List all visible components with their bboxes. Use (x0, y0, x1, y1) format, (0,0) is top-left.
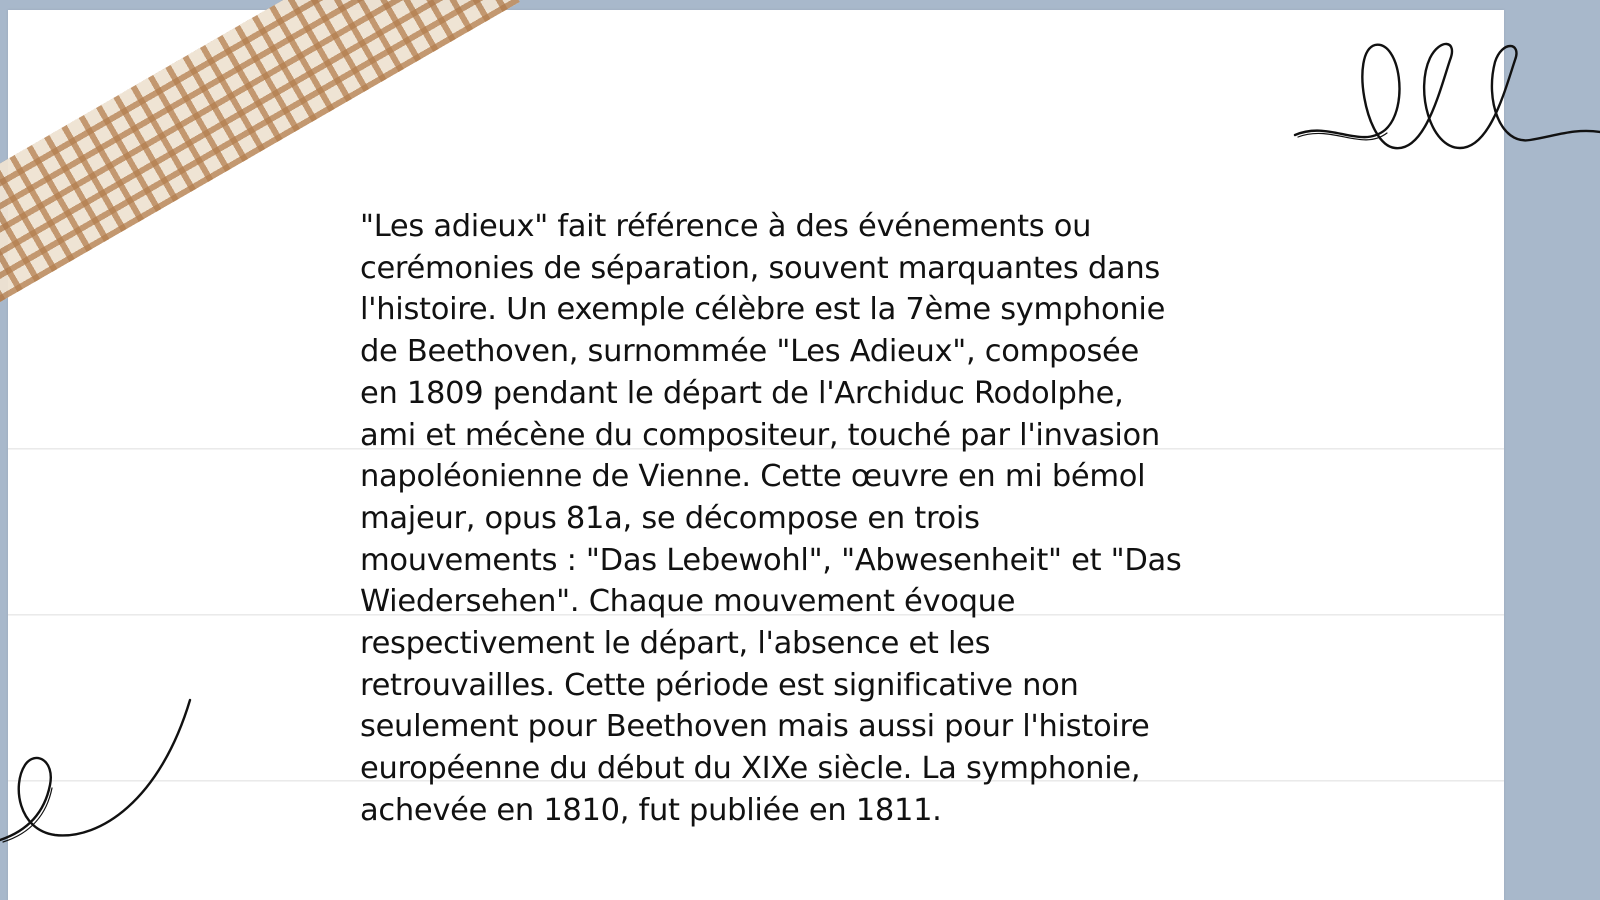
body-paragraph: "Les adieux" fait référence à des événements ou cerémonies de séparation, souvent marquantes dans l'histoire. Un exemple célèbre est la 7ème symphonie de Beethoven, surnommée "Les Adieux", composée en 1809 pendant le départ de l'Archiduc Rodolphe, ami et mécène du compositeur, touché par l'invasion napoléonienne de Vienne. Cette œuvre en mi bémol majeur, opus 81a, se décompose en trois mouvements : "Das Lebewohl", "Abwesenheit" et "Das Wiedersehen". Chaque mouvement évoque respectivement le départ, l'absence et les retrouvailles. Cette période est significative non seulement pour Beethoven mais aussi pour l'histoire européenne du début du XIXe siècle. La symphonie, achevée en 1810, fut publiée en 1811. (360, 209, 1182, 828)
scribble-loops-icon (1290, 30, 1600, 170)
scribble-swoosh-icon (0, 690, 200, 850)
